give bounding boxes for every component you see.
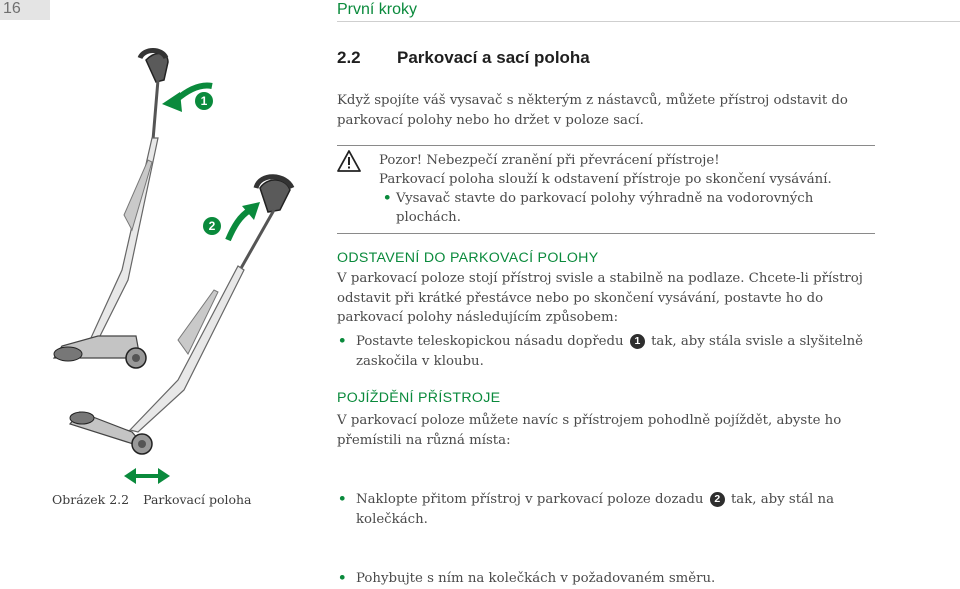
header-divider (337, 21, 960, 22)
parking-paragraph: V parkovací poloze stojí přístroj svisle a stabilně na podlaze. Chcete-li přístroj odstavit při krátké přestávce nebo po skončení vysávání, postavte ho do parkovací polohy následujícím způsobem: (337, 271, 863, 325)
parking-bullet-after: tak, aby stála svisle a slyšitelně zaskočila v kloubu. (356, 334, 864, 369)
step-1-badge: 1 (630, 334, 645, 349)
warning-title: Pozor! Nebezpečí zranění při převrácení přístroje! (379, 153, 720, 168)
rolling-bullet-1-before: Naklopte přitom přístroj v parkovací poloze dozadu (356, 492, 704, 507)
figure-caption-text: Parkovací poloha (143, 492, 252, 507)
parking-heading: ODSTAVENÍ DO PARKOVACÍ POLOHY (337, 250, 599, 266)
parking-bullet (337, 332, 896, 371)
rolling-bullet-2 (337, 569, 896, 589)
intro-paragraph: Když spojíte váš vysavač s některým z nástavců, můžete přístroj odstavit do parkovací polohy nebo ho držet v poloze sací. (337, 93, 848, 128)
upright-vacuum-drawing (54, 51, 168, 369)
section-number: 2.2 (337, 48, 361, 67)
bullet-icon: • (338, 492, 347, 507)
figure-caption (52, 492, 252, 507)
warning-bullet (379, 189, 869, 227)
rolling-bullet-1-after: tak, aby stál na kolečkách. (356, 492, 834, 527)
vacuum-illustration (28, 40, 308, 490)
figure-caption-label: Obrázek 2.2 (52, 492, 130, 507)
section-title: Parkovací a sací poloha (397, 48, 590, 67)
warning-block (379, 151, 869, 227)
marker-1-label: 1 (200, 94, 208, 108)
bullet-icon: • (338, 334, 347, 349)
section-heading (337, 48, 590, 68)
rolling-bullet-2-text: Pohybujte s ním na kolečkách v požadovaném směru. (356, 571, 716, 586)
marker-2-label: 2 (208, 219, 216, 233)
rolling-bullet-1 (337, 490, 896, 529)
bullet-icon: • (338, 571, 347, 586)
bullet-icon: • (383, 191, 392, 206)
warning-bottom-divider (337, 233, 875, 234)
rolling-heading: POJÍŽDĚNÍ PŘÍSTROJE (337, 390, 501, 406)
rolling-paragraph: V parkovací poloze můžete navíc s přístrojem pohodlně pojíždět, abyste ho přemístili na různá místa: (337, 413, 842, 448)
double-arrow-icon (124, 468, 170, 484)
chapter-title: První kroky (337, 1, 418, 18)
warning-text: Parkovací poloha slouží k odstavení přístroje po skončení vysávání. (379, 172, 832, 187)
step-2-badge: 2 (710, 492, 725, 507)
parking-bullet-before: Postavte teleskopickou násadu dopředu (356, 334, 624, 349)
warning-top-divider (337, 145, 875, 146)
warning-bullet-text: Vysavač stavte do parkovací polohy výhradně na vodorovných plochách. (396, 191, 814, 225)
page-number: 16 (0, 0, 50, 20)
warning-icon (337, 150, 361, 172)
